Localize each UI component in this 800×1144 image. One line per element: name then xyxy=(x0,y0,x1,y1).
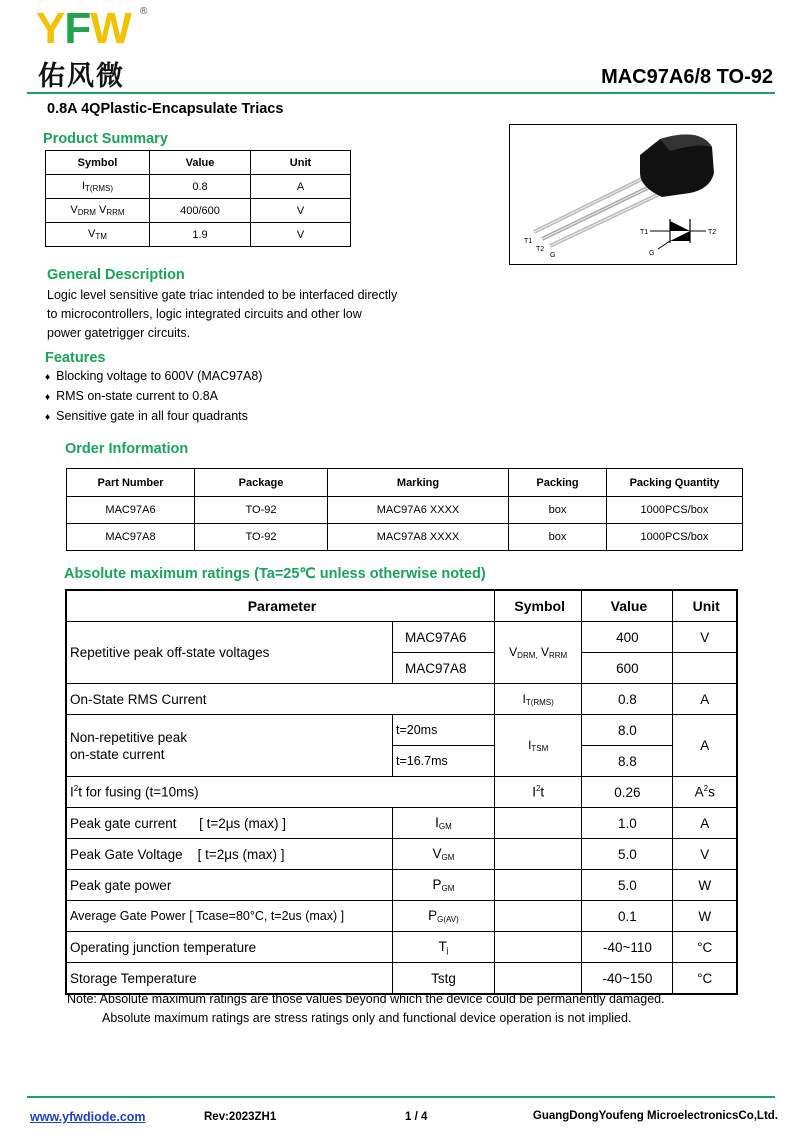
column-header: Unit xyxy=(673,590,737,622)
param-line: Non-repetitive peak xyxy=(70,729,188,745)
column-header: Value xyxy=(582,590,673,622)
symbol-cell: $T_j$ xyxy=(393,932,495,963)
value-cell: 600 xyxy=(582,653,673,684)
features-heading: Features xyxy=(45,350,106,366)
table-header-row xyxy=(67,469,743,497)
value-cell: 400/600 xyxy=(150,199,251,223)
unit-cell: V xyxy=(673,622,737,653)
unit-cell: V xyxy=(673,839,737,870)
unit-cell: °C xyxy=(673,963,737,995)
param-cell: Storage Temperature xyxy=(66,963,393,995)
table-row xyxy=(66,839,737,870)
column-header: Part Number xyxy=(67,469,195,497)
column-header: Marking xyxy=(328,469,509,497)
symbol-cell: $V_{DRM,}$ $V_{RRM}$ xyxy=(494,622,582,684)
unit-cell: V xyxy=(251,223,351,247)
table-cell: TO-92 xyxy=(195,497,328,524)
unit-cell: A xyxy=(251,175,351,199)
value-cell: 0.8 xyxy=(582,684,673,715)
table-row xyxy=(46,199,351,223)
order-information-table xyxy=(66,468,743,551)
symbol-cell: $V_{TM}$ xyxy=(46,223,150,247)
footer-rule xyxy=(27,1096,775,1098)
unit-cell: W xyxy=(673,870,737,901)
unit-cell: A xyxy=(673,808,737,839)
symbol-cell: Tstg xyxy=(393,963,495,995)
value-cell: 8.8 xyxy=(582,746,673,777)
symbol-cell: $I_{TSM}$ xyxy=(494,715,582,777)
table-row xyxy=(46,175,351,199)
table-row xyxy=(66,808,737,839)
column-header: Packing Quantity xyxy=(607,469,743,497)
column-header: Package xyxy=(195,469,328,497)
unit-cell: $A^2s$ xyxy=(673,777,737,808)
column-header: Packing xyxy=(509,469,607,497)
value-cell: 0.8 xyxy=(150,175,251,199)
empty-cell xyxy=(494,932,582,963)
column-header: Unit xyxy=(251,151,351,175)
part-title: MAC97A6/8 TO-92 xyxy=(601,66,773,88)
symbol-cell: $P_{G(AV)}$ xyxy=(393,901,495,932)
param-cell: On-State RMS Current xyxy=(66,684,494,715)
description-line: Logic level sensitive gate triac intended to be interfaced directly xyxy=(47,288,398,302)
value-cell: 0.26 xyxy=(582,777,673,808)
column-header: Symbol xyxy=(46,151,150,175)
symbol-cell: $V_{DRM}$ $V_{RRM}$ xyxy=(46,199,150,223)
list-item: ♦ RMS on-state current to 0.8A xyxy=(45,389,218,403)
absolute-max-table xyxy=(65,589,738,995)
table-cell: MAC97A8 XXXX xyxy=(328,524,509,551)
value-cell: -40~110 xyxy=(582,932,673,963)
unit-cell: V xyxy=(251,199,351,223)
bullet-diamond-icon: ♦ xyxy=(45,372,51,383)
table-cell: 1000PCS/box xyxy=(607,524,743,551)
unit-cell xyxy=(673,653,737,684)
product-summary-heading: Product Summary xyxy=(43,131,168,147)
note-line-1: Note: Absolute maximum ratings are those values beyond which the device could be permanently damaged. xyxy=(67,992,665,1006)
table-row xyxy=(46,223,351,247)
variant-cell: MAC97A8 xyxy=(393,653,495,684)
unit-cell: W xyxy=(673,901,737,932)
description-line: to microcontrollers, logic integrated circuits and other low xyxy=(47,307,362,321)
table-cell: MAC97A8 xyxy=(67,524,195,551)
param-cell: Operating junction temperature xyxy=(66,932,393,963)
table-row xyxy=(66,777,737,808)
column-header: Parameter xyxy=(66,590,494,622)
table-cell: TO-92 xyxy=(195,524,328,551)
note-line-2: Absolute maximum ratings are stress ratings only and functional device operation is not implied. xyxy=(102,1011,632,1025)
features-list xyxy=(45,367,262,427)
table-cell: 1000PCS/box xyxy=(607,497,743,524)
param-cell: $I^2t$ for fusing (t=10ms) xyxy=(66,777,494,808)
bullet-diamond-icon: ♦ xyxy=(45,392,51,403)
pin-label-t1: T1 xyxy=(524,238,533,245)
empty-cell xyxy=(494,839,582,870)
value-cell: 400 xyxy=(582,622,673,653)
logo-chinese: 佑风微 xyxy=(38,61,125,91)
param-cell: Peak gate power xyxy=(66,870,393,901)
table-row xyxy=(66,684,737,715)
param-cell xyxy=(66,715,393,777)
triac-symbol xyxy=(640,219,716,257)
unit-cell: A xyxy=(673,684,737,715)
value-cell: 1.9 xyxy=(150,223,251,247)
list-item: ♦ Blocking voltage to 600V (MAC97A8) xyxy=(45,369,263,383)
header-rule xyxy=(27,92,775,94)
table-header-row xyxy=(66,590,737,622)
variant-cell: MAC97A6 xyxy=(393,622,495,653)
table-cell: box xyxy=(509,497,607,524)
symbol-cell: $V_{GM}$ xyxy=(393,839,495,870)
value-cell: -40~150 xyxy=(582,963,673,995)
symbol-cell: $I_{GM}$ xyxy=(393,808,495,839)
logo-reg: ® xyxy=(140,6,148,17)
general-description-heading: General Description xyxy=(47,267,185,283)
table-row xyxy=(66,870,737,901)
footer-company: GuangDongYoufeng MicroelectronicsCo,Ltd. xyxy=(532,1110,778,1122)
table-cell: box xyxy=(509,524,607,551)
unit-cell: °C xyxy=(673,932,737,963)
symbol-label-g: G xyxy=(649,250,655,257)
param-cell: Average Gate Power [ Tcase=80°C, t=2us (max) ] xyxy=(66,901,393,932)
column-header: Symbol xyxy=(494,590,582,622)
symbol-cell: $I^2t$ xyxy=(494,777,582,808)
bullet-diamond-icon: ♦ xyxy=(45,412,51,423)
empty-cell xyxy=(494,870,582,901)
pin-label-t2: T2 xyxy=(536,246,545,253)
table-row xyxy=(66,622,737,653)
table-row xyxy=(66,715,737,746)
value-cell: 5.0 xyxy=(582,839,673,870)
column-header: Value xyxy=(150,151,251,175)
table-row xyxy=(67,524,743,551)
to92-package-illustration xyxy=(510,125,736,264)
subtitle: 0.8A 4QPlastic-Encapsulate Triacs xyxy=(47,101,284,117)
value-cell: 1.0 xyxy=(582,808,673,839)
table-row xyxy=(66,901,737,932)
footer-revision: Rev:2023ZH1 xyxy=(204,1111,277,1123)
order-information-heading: Order Information xyxy=(65,441,189,457)
empty-cell xyxy=(494,901,582,932)
param-cell: Repetitive peak off-state voltages xyxy=(66,622,393,684)
table-cell: MAC97A6 XXXX xyxy=(328,497,509,524)
condition-cell: t=20ms xyxy=(393,715,495,746)
param-line: on-state current xyxy=(70,746,165,762)
absolute-max-heading: Absolute maximum ratings (Ta=25℃ unless otherwise noted) xyxy=(64,566,486,582)
symbol-cell: $I_{T(RMS)}$ xyxy=(46,175,150,199)
table-header-row xyxy=(46,151,351,175)
value-cell: 5.0 xyxy=(582,870,673,901)
table-row xyxy=(67,497,743,524)
param-cell: Peak gate current [ t=2μs (max) ] xyxy=(66,808,393,839)
symbol-label-t2: T2 xyxy=(708,229,717,236)
table-cell: MAC97A6 xyxy=(67,497,195,524)
symbol-cell: $I_{T(RMS)}$ xyxy=(494,684,582,715)
product-summary-table xyxy=(45,150,351,247)
package-image-box xyxy=(509,124,737,265)
general-description-text xyxy=(47,286,397,343)
symbol-cell: $P_{GM}$ xyxy=(393,870,495,901)
list-item: ♦ Sensitive gate in all four quadrants xyxy=(45,409,248,423)
footer-page-number: 1 / 4 xyxy=(405,1111,428,1123)
empty-cell xyxy=(494,808,582,839)
empty-cell xyxy=(494,963,582,995)
table-row xyxy=(66,963,737,995)
param-cell: Peak Gate Voltage [ t=2μs (max) ] xyxy=(66,839,393,870)
logo-latin: YFW xyxy=(36,4,131,53)
description-line: power gatetrigger circuits. xyxy=(47,326,191,340)
condition-cell: t=16.7ms xyxy=(393,746,495,777)
unit-cell: A xyxy=(673,715,737,777)
footer-website-link[interactable]: www.yfwdiode.com xyxy=(30,1110,146,1124)
table-row xyxy=(66,932,737,963)
value-cell: 0.1 xyxy=(582,901,673,932)
value-cell: 8.0 xyxy=(582,715,673,746)
pin-label-g: G xyxy=(550,252,556,259)
symbol-label-t1: T1 xyxy=(640,229,649,236)
logo xyxy=(36,4,156,90)
